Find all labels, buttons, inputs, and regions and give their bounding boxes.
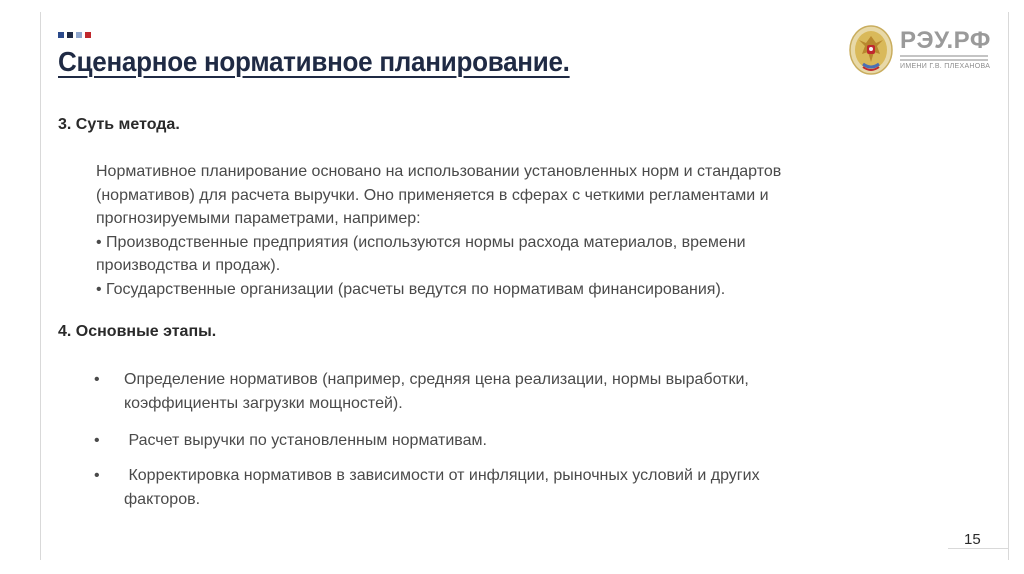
text-line: • Государственные организации (расчеты ведутся по нормативам финансирования).: [96, 280, 726, 298]
bottom-border-line: [948, 548, 1008, 549]
right-border-line: [1008, 12, 1009, 560]
text-line: Нормативное планирование основано на использовании установленных норм и стандартов: [96, 163, 782, 180]
marker-square-2: [67, 32, 73, 38]
text-line: (нормативов) для расчета выручки. Оно применяется в сферах с четкими регламентами и: [96, 186, 769, 204]
method-description: [96, 160, 936, 301]
bullet-icon: •: [94, 371, 100, 388]
page-number: 15: [964, 531, 981, 548]
stage-list-item: [94, 368, 749, 416]
logo-brand-text: РЭУ.РФ: [900, 27, 991, 54]
marker-square-4: [85, 32, 91, 38]
text-line: производства и продаж).: [96, 257, 281, 274]
text-line: Корректировка нормативов в зависимости от инфляции, рыночных условий и других: [124, 467, 760, 484]
coat-of-arms-icon: [848, 24, 894, 76]
text-line: коэффициенты загрузки мощностей).: [124, 395, 403, 412]
bullet-icon: •: [94, 432, 100, 449]
text-line: прогнозируемыми параметрами, например:: [96, 210, 421, 227]
bullet-icon: •: [94, 467, 100, 484]
university-logo: [848, 22, 998, 78]
section-heading-stages: 4. Основные этапы.: [58, 323, 217, 340]
text-line: факторов.: [124, 491, 201, 508]
text-line: • Производственные предприятия (используются нормы расхода материалов, времени: [96, 233, 746, 251]
section-heading-method: 3. Суть метода.: [58, 116, 180, 133]
title-marker-squares: [58, 32, 91, 38]
logo-subtitle: ИМЕНИ Г.В. ПЛЕХАНОВА: [900, 63, 991, 70]
text-line: Определение нормативов (например, средняя цена реализации, нормы выработки,: [124, 371, 749, 388]
left-border-line: [40, 12, 41, 560]
text-line: Расчет выручки по установленным нормативам.: [124, 432, 487, 449]
marker-square-3: [76, 32, 82, 38]
stage-list-item: [94, 429, 487, 453]
slide-title: Сценарное нормативное планирование.: [58, 46, 570, 77]
logo-fine-print: [900, 55, 991, 61]
marker-square-1: [58, 32, 64, 38]
stage-list-item: [94, 464, 760, 512]
